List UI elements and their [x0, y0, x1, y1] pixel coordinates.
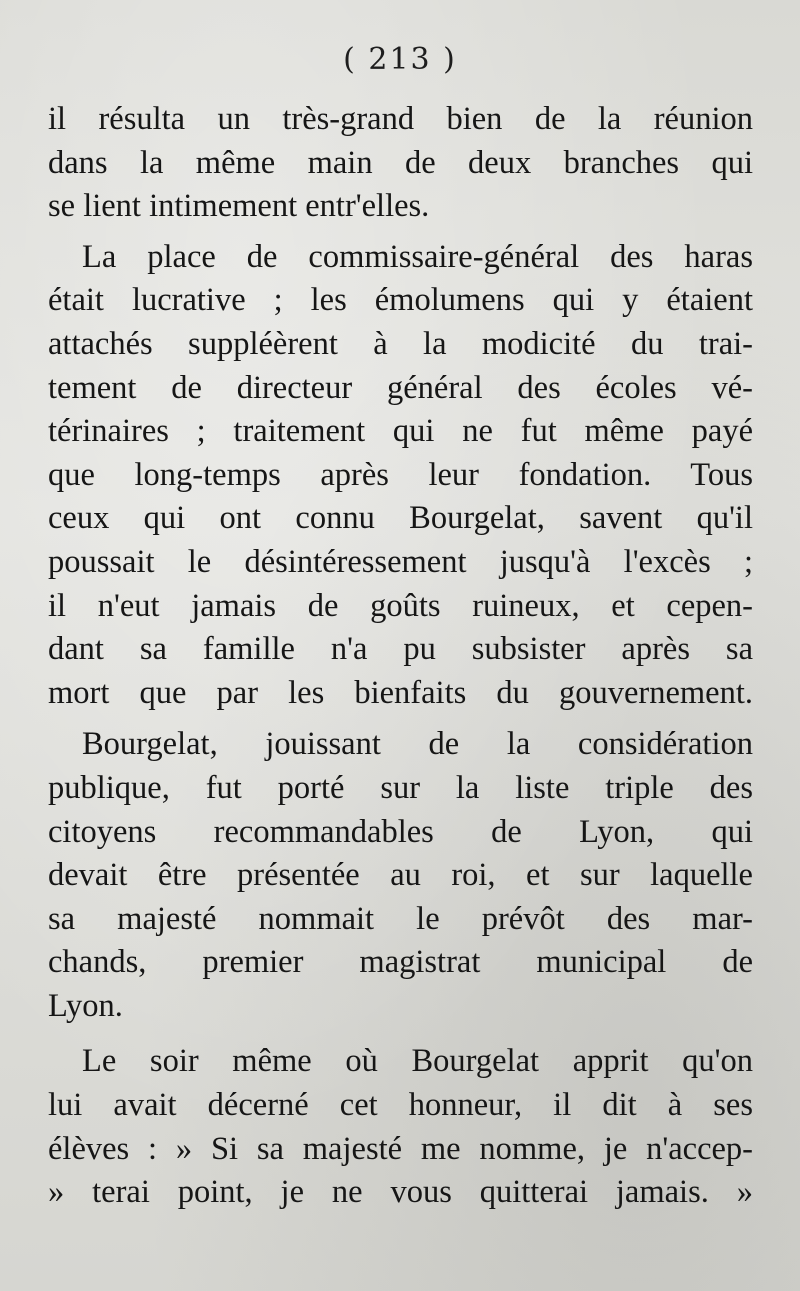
paragraph-2	[48, 236, 753, 716]
text-line: il n'eut jamais de goûts ruineux, et cepen-	[48, 587, 753, 624]
text-line: mort que par les bienfaits du gouvernement.	[48, 674, 753, 711]
paragraph-4	[48, 1040, 753, 1214]
text-line: térinaires ; traitement qui ne fut même payé	[48, 413, 753, 450]
text-line: La place de commissaire-général des haras	[82, 238, 753, 275]
text-line: devait être présentée au roi, et sur laquelle	[48, 857, 753, 894]
page-number: ( 213 )	[343, 42, 457, 77]
text-line: citoyens recommandables de Lyon, qui	[48, 813, 753, 850]
paragraph-1	[48, 98, 753, 229]
text-line: dant sa famille n'a pu subsister après sa	[48, 631, 753, 668]
text-line: élèves : » Si sa majesté me nomme, je n'accep-	[48, 1130, 753, 1167]
text-line: sa majesté nommait le prévôt des mar-	[48, 900, 753, 937]
text-line: ceux qui ont connu Bourgelat, savent qu'il	[48, 500, 753, 537]
text-line: était lucrative ; les émolumens qui y étaient	[48, 282, 753, 319]
text-line: il résulta un très-grand bien de la réunion	[48, 101, 753, 137]
text-line: attachés suppléèrent à la modicité du trai-	[48, 325, 753, 362]
text-line: tement de directeur général des écoles vé-	[48, 369, 753, 406]
text-line: poussait le désintéressement jusqu'à l'excès ;	[48, 543, 753, 580]
page-body	[48, 98, 753, 1215]
paragraph-3	[48, 723, 753, 1028]
text-line: Lyon.	[48, 987, 123, 1024]
text-line: Bourgelat, jouissant de la considération	[82, 726, 753, 763]
text-line: » terai point, je ne vous quitterai jamais. »	[48, 1174, 753, 1211]
text-line: se lient intimement entr'elles.	[48, 188, 430, 225]
text-line: publique, fut porté sur la liste triple des	[48, 769, 753, 806]
text-line: lui avait décerné cet honneur, il dit à ses	[48, 1087, 753, 1124]
text-line: chands, premier magistrat municipal de	[48, 944, 753, 981]
text-line: que long-temps après leur fondation. Tous	[48, 456, 753, 493]
text-line: Le soir même où Bourgelat apprit qu'on	[82, 1043, 753, 1080]
text-line: dans la même main de deux branches qui	[48, 144, 753, 181]
